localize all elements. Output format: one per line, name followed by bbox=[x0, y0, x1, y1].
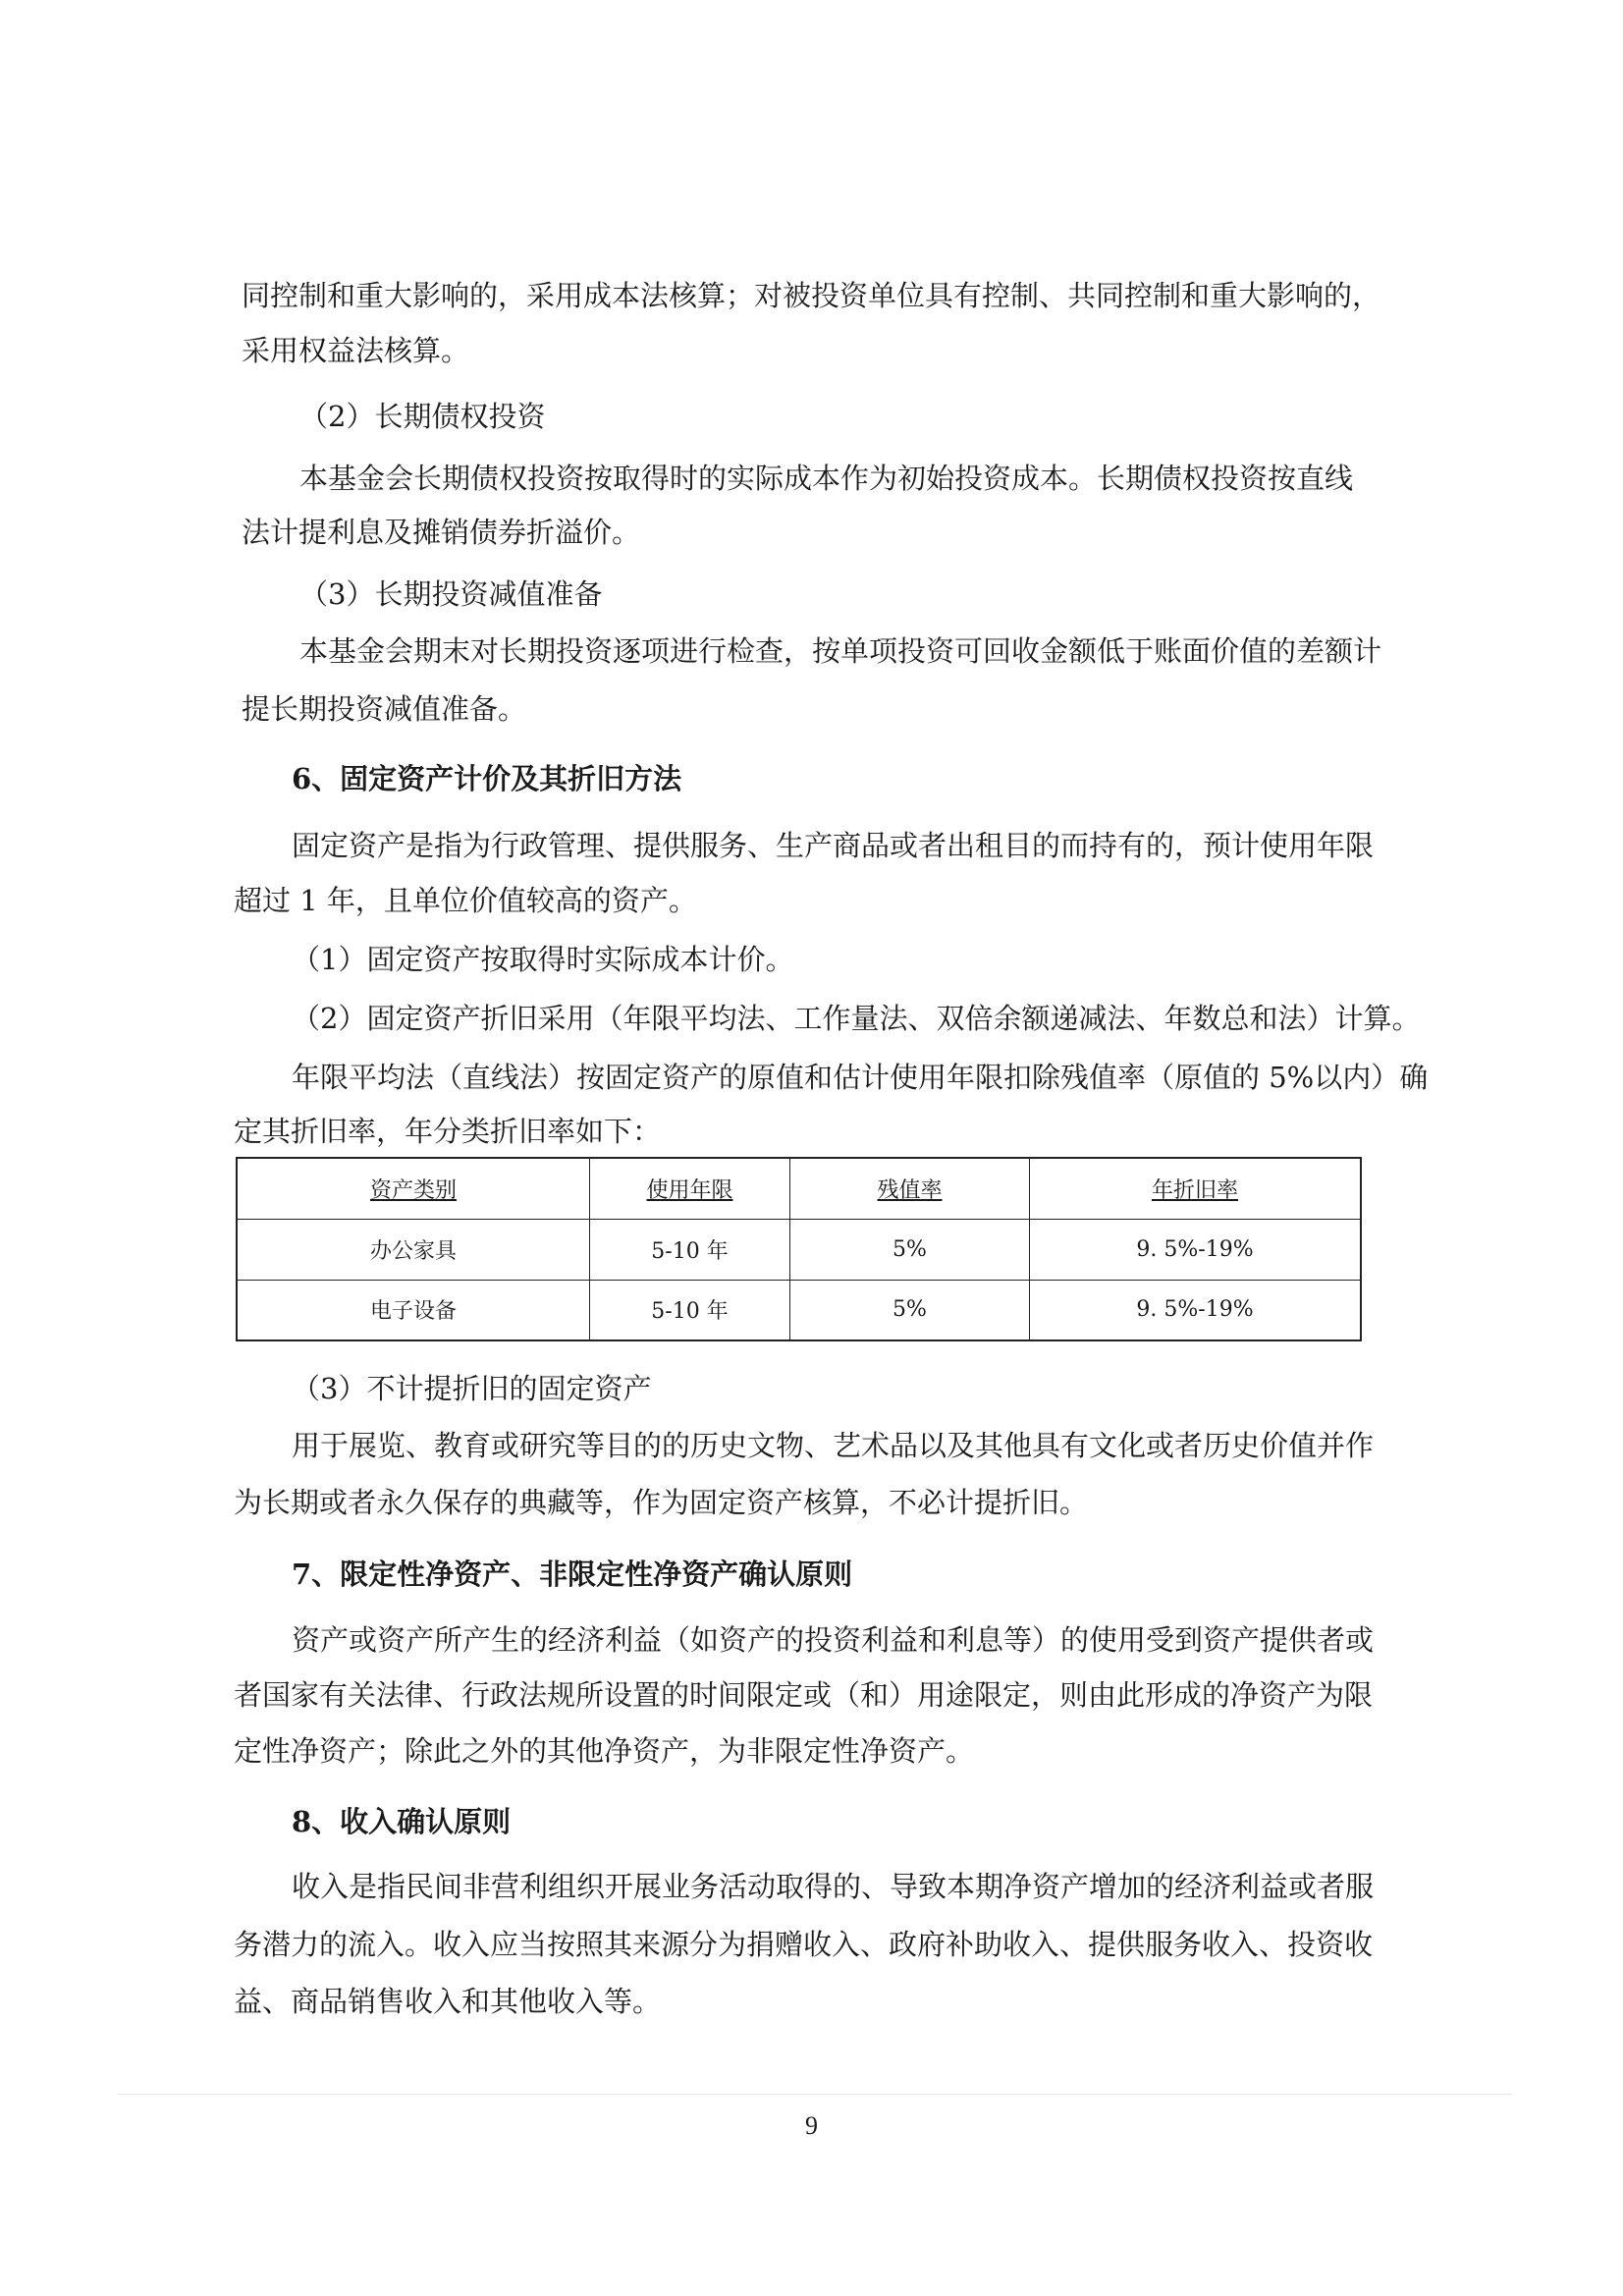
paragraph-line: 资产或资产所产生的经济利益（如资产的投资利益和利息等）的使用受到资产提供者或 bbox=[292, 1623, 1375, 1657]
paragraph-line: 本基金会长期债权投资按取得时的实际成本作为初始投资成本。长期债权投资按直线 bbox=[299, 462, 1354, 495]
table-header-row bbox=[237, 1158, 1361, 1219]
subheading: （2）长期债权投资 bbox=[299, 400, 546, 433]
paragraph-line: 益、商品销售收入和其他收入等。 bbox=[234, 1985, 662, 2018]
list-item: （1）固定资产按取得时实际成本计价。 bbox=[292, 943, 794, 976]
table-cell: 5-10 年 bbox=[590, 1219, 790, 1280]
paragraph-line: 本基金会期末对长期投资逐项进行检查，按单项投资可回收金额低于账面价值的差额计 bbox=[299, 634, 1382, 668]
table-row bbox=[237, 1280, 1361, 1340]
column-header: 残值率 bbox=[790, 1158, 1030, 1219]
list-item: （2）固定资产折旧采用（年限平均法、工作量法、双倍余额递减法、年数总和法）计算。 bbox=[292, 1002, 1421, 1035]
table-cell: 5% bbox=[790, 1280, 1030, 1340]
subheading: （3）长期投资减值准备 bbox=[299, 577, 603, 611]
table-cell: 9. 5%-19% bbox=[1030, 1219, 1362, 1280]
footer-divider bbox=[118, 2094, 1512, 2095]
table-row bbox=[237, 1219, 1361, 1280]
page-number: 9 bbox=[805, 2111, 818, 2140]
paragraph-line: 务潜力的流入。收入应当按照其来源分为捐赠收入、政府补助收入、提供服务收入、投资收 bbox=[234, 1928, 1374, 1961]
paragraph-line: 超过 1 年，且单位价值较高的资产。 bbox=[234, 884, 697, 917]
paragraph-line: 法计提利息及摊销债券折溢价。 bbox=[242, 516, 641, 549]
section-heading: 8、收入确认原则 bbox=[292, 1805, 512, 1838]
table-cell: 电子设备 bbox=[237, 1280, 590, 1340]
paragraph-line: 定其折旧率，年分类折旧率如下： bbox=[234, 1115, 662, 1148]
paragraph-line: 固定资产是指为行政管理、提供服务、生产商品或者出租目的而持有的，预计使用年限 bbox=[292, 829, 1375, 862]
column-header: 使用年限 bbox=[590, 1158, 790, 1219]
table-cell: 5-10 年 bbox=[590, 1280, 790, 1340]
section-heading: 6、固定资产计价及其折旧方法 bbox=[292, 762, 682, 795]
table-cell: 9. 5%-19% bbox=[1030, 1280, 1362, 1340]
paragraph-line: 同控制和重大影响的，采用成本法核算；对被投资单位具有控制、共同控制和重大影响的， bbox=[242, 279, 1381, 312]
depreciation-table bbox=[236, 1157, 1362, 1341]
column-header: 资产类别 bbox=[237, 1158, 590, 1219]
table-cell: 办公家具 bbox=[237, 1219, 590, 1280]
paragraph-line: 为长期或者永久保存的典藏等，作为固定资产核算，不必计提折旧。 bbox=[234, 1486, 1089, 1519]
list-item: （3）不计提折旧的固定资产 bbox=[292, 1372, 652, 1405]
paragraph-line: 采用权益法核算。 bbox=[242, 334, 470, 367]
section-heading: 7、限定性净资产、非限定性净资产确认原则 bbox=[292, 1558, 853, 1591]
paragraph-line: 年限平均法（直线法）按固定资产的原值和估计使用年限扣除残值率（原值的 5%以内）确 bbox=[292, 1061, 1429, 1094]
paragraph-line: 提长期投资减值准备。 bbox=[242, 692, 527, 726]
table-cell: 5% bbox=[790, 1219, 1030, 1280]
paragraph-line: 定性净资产；除此之外的其他净资产，为非限定性净资产。 bbox=[234, 1734, 975, 1768]
paragraph-line: 收入是指民间非营利组织开展业务活动取得的、导致本期净资产增加的经济利益或者服 bbox=[292, 1870, 1375, 1903]
column-header: 年折旧率 bbox=[1030, 1158, 1362, 1219]
paragraph-line: 用于展览、教育或研究等目的的历史文物、艺术品以及其他具有文化或者历史价值并作 bbox=[292, 1429, 1375, 1462]
paragraph-line: 者国家有关法律、行政法规所设置的时间限定或（和）用途限定，则由此形成的净资产为限 bbox=[234, 1678, 1374, 1712]
